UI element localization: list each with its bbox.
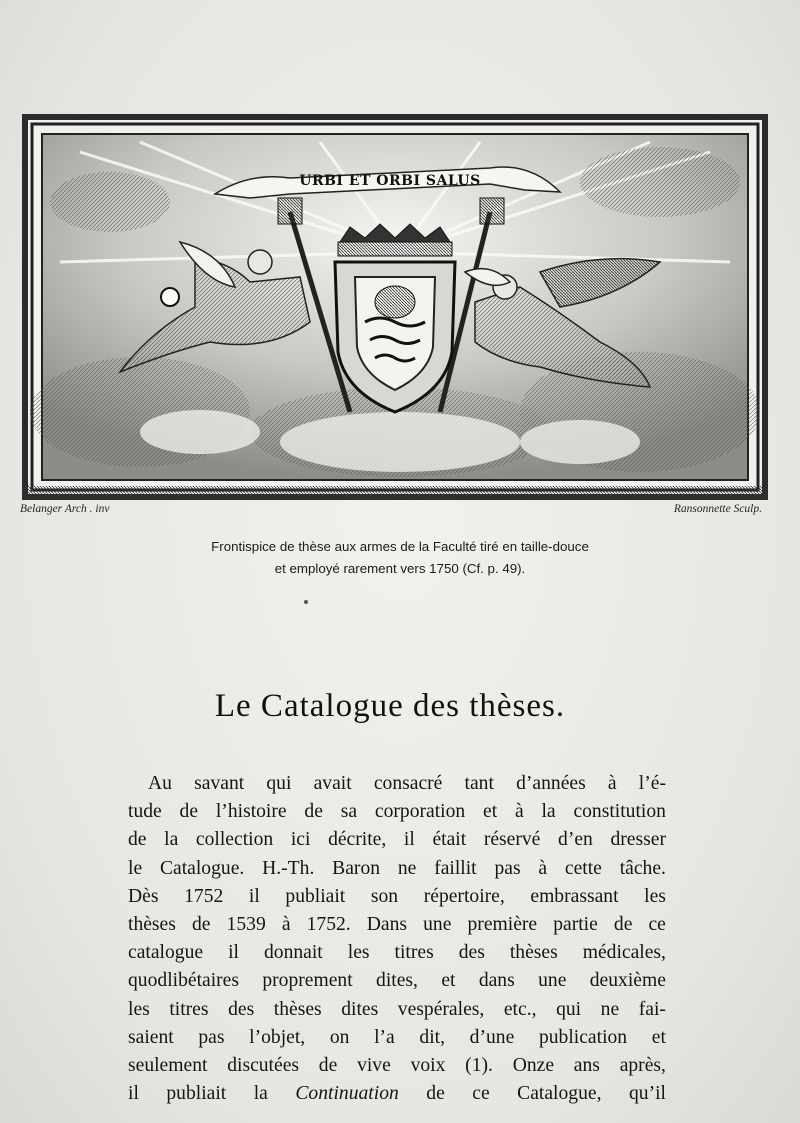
word: une (538, 970, 567, 992)
word: ne (397, 857, 417, 879)
word: partie (553, 913, 598, 935)
word: Baron (332, 857, 381, 879)
text-line (128, 883, 666, 911)
word: première (467, 913, 538, 935)
word: corporation (374, 801, 466, 823)
word: catalogue (128, 942, 204, 964)
word: pas (494, 857, 521, 879)
word: Catalogue. (159, 857, 245, 879)
word: tude (128, 801, 162, 823)
word: de (613, 913, 633, 935)
word: tant (464, 773, 494, 794)
word: d’années (516, 773, 586, 794)
body-paragraph (128, 770, 666, 1108)
word: etc., (503, 998, 537, 1020)
engraving-credit-designer: Belanger Arch . inv (20, 503, 110, 515)
word: dans (478, 970, 515, 992)
word: et (651, 1026, 666, 1048)
word: après, (619, 1054, 666, 1076)
word: d’une (469, 1026, 515, 1048)
word: dites, (376, 970, 418, 992)
word: Au (148, 773, 172, 794)
engraving-image (20, 112, 770, 502)
word: d’en (558, 829, 593, 851)
word: décrite, (328, 829, 387, 851)
word: dresser (610, 829, 666, 851)
word: répertoire, (423, 885, 505, 907)
text-line (128, 826, 666, 854)
word: la (541, 801, 556, 823)
text-line (128, 770, 666, 798)
word: Dans (366, 913, 408, 935)
word: était (432, 829, 467, 851)
word: thèses (273, 998, 322, 1020)
word: (1). (465, 1054, 493, 1076)
word: l’é- (638, 773, 666, 794)
word: et (441, 970, 456, 992)
word: sa (340, 801, 358, 823)
word: ne (600, 998, 620, 1020)
word: discutées (227, 1054, 300, 1076)
word: cette (564, 857, 602, 879)
word: qui (266, 773, 292, 794)
word: thèses (509, 942, 558, 964)
word: la (253, 1083, 268, 1105)
word: il (403, 829, 415, 851)
word: la (164, 829, 179, 851)
text-line (128, 996, 666, 1024)
word: réservé (483, 829, 541, 851)
word: Catalogue, (517, 1083, 602, 1105)
word: avait (313, 773, 352, 794)
word: 1752. (306, 913, 351, 935)
word: faillit (434, 857, 477, 879)
word: à (281, 913, 291, 935)
word: des (228, 998, 255, 1020)
word: les (347, 942, 370, 964)
word: embrassant (530, 885, 619, 907)
figure-caption (40, 536, 760, 580)
word: saient (128, 1026, 174, 1048)
word: il (248, 885, 260, 907)
word: H.-Th. (262, 857, 315, 879)
text-line (128, 1052, 666, 1080)
word: de (191, 913, 211, 935)
engraving-credit-engraver: Ransonnette Sculp. (673, 503, 762, 515)
word: donnait (263, 942, 323, 964)
word: collection (195, 829, 274, 851)
word: il (128, 1083, 139, 1105)
word: qui (556, 998, 582, 1020)
caption-line: Frontispice de thèse aux armes de la Faculté tiré en taille-douce (211, 539, 589, 554)
ink-speck (304, 600, 308, 604)
word: de (128, 829, 147, 851)
word: seulement (128, 1054, 208, 1076)
word: consacré (373, 773, 443, 794)
text-line (128, 855, 666, 883)
word: de (304, 801, 323, 823)
word: savant (194, 773, 245, 794)
word: Onze (512, 1054, 555, 1076)
word: publication (538, 1026, 628, 1048)
word: publiait (166, 1083, 227, 1105)
word: médicales, (582, 942, 666, 964)
word: dit, (419, 1026, 446, 1048)
word: les (644, 885, 666, 907)
text-line (128, 1024, 666, 1052)
word: on (329, 1026, 350, 1048)
word: il (228, 942, 239, 964)
word: les (128, 998, 150, 1020)
text-line (128, 1080, 666, 1108)
word: dites (341, 998, 379, 1020)
text-line (128, 911, 666, 939)
word: ici (290, 829, 311, 851)
word: une (423, 913, 452, 935)
word: ce (472, 1083, 490, 1105)
word: le (128, 857, 143, 879)
word: l’a (374, 1026, 395, 1048)
word: titres (169, 998, 209, 1020)
word: deuxième (589, 970, 666, 992)
word: voix (410, 1054, 446, 1076)
word: son (370, 885, 399, 907)
word: ans (573, 1054, 600, 1076)
word: 1752 (184, 885, 224, 907)
text-line (128, 967, 666, 995)
word: pas (198, 1026, 225, 1048)
caption-line: et employé rarement vers 1750 (Cf. p. 49). (274, 561, 526, 576)
word: à (607, 773, 617, 794)
word: de (318, 1054, 338, 1076)
word: thèses (128, 913, 176, 935)
word: proprement (262, 970, 353, 992)
word: à (514, 801, 524, 823)
text-line (128, 939, 666, 967)
word: vespérales, (397, 998, 485, 1020)
word: de (426, 1083, 445, 1105)
word: l’histoire (215, 801, 287, 823)
word: quodlibétaires (128, 970, 239, 992)
word: fai- (638, 998, 666, 1020)
word: publiait (285, 885, 346, 907)
text-line (128, 798, 666, 826)
word: constitution (573, 801, 666, 823)
word: titres (394, 942, 434, 964)
word: 1539 (226, 913, 266, 935)
word: Continuation (295, 1083, 399, 1105)
word: tâche. (619, 857, 666, 879)
word: et (483, 801, 498, 823)
word: vive (357, 1054, 391, 1076)
word: à (538, 857, 548, 879)
word: des (458, 942, 485, 964)
word: Dès (128, 885, 159, 907)
motto-text: URBI ET ORBI SALUS (299, 173, 481, 189)
word: ce (648, 913, 666, 935)
word: l’objet, (249, 1026, 306, 1048)
word: qu’il (628, 1083, 666, 1105)
section-heading: Le Catalogue des thèses. (214, 688, 566, 724)
frontispiece-engraving (20, 112, 770, 502)
word: de (179, 801, 199, 823)
